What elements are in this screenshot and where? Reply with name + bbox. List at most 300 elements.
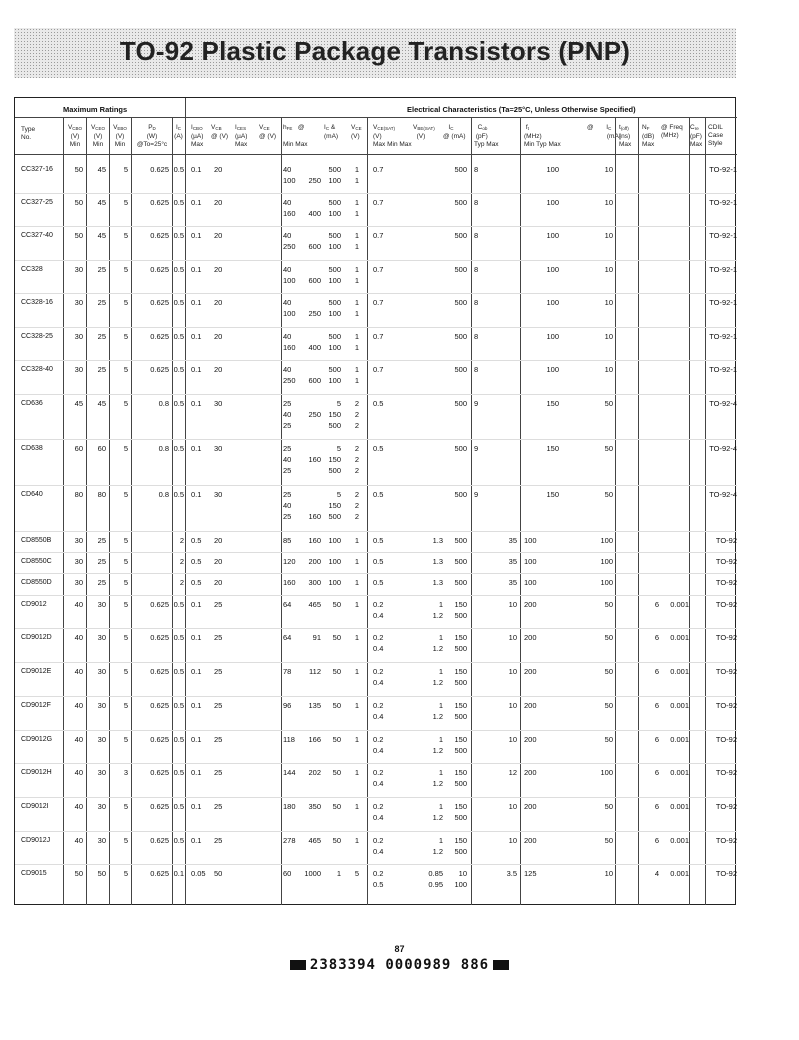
header-ic: $I_C$ (A) bbox=[174, 124, 183, 140]
cell-hfe-max: 1000 bbox=[304, 869, 321, 878]
cell-vbesat: 1 1.2 bbox=[432, 768, 443, 788]
col-sep bbox=[638, 118, 639, 905]
cell-hfe-min: 25 40 25 bbox=[283, 444, 292, 475]
cell-hfe-max: 465 bbox=[308, 836, 321, 845]
cell-icbo: 0.1 bbox=[191, 633, 202, 642]
cell-ic4: 10 bbox=[604, 165, 613, 174]
cell-icbo: 0.1 bbox=[191, 298, 202, 307]
cell-vce2: 1 bbox=[354, 600, 359, 609]
cell-vce2: 1 bbox=[354, 633, 359, 642]
cell-freq: 0.001 bbox=[670, 600, 689, 609]
cell-cob-max: 10 bbox=[508, 701, 517, 710]
cell-hfe-min: 78 bbox=[283, 667, 292, 676]
header-ic3: $I_C$ @ (mA) bbox=[443, 124, 466, 140]
cell-vcesat: 0.5 bbox=[373, 490, 384, 499]
cell-vcb: 25 bbox=[214, 802, 223, 811]
cell-pd: 0.625 bbox=[150, 165, 169, 174]
cell-vceo: 30 bbox=[97, 836, 106, 845]
cell-ic4: 50 bbox=[604, 735, 613, 744]
cell-vcb: 30 bbox=[214, 444, 223, 453]
cell-vce2: 1 bbox=[354, 802, 359, 811]
cell-vcbo: 40 bbox=[74, 633, 83, 642]
cell-hfe-max: 166 bbox=[308, 735, 321, 744]
cell-vce2: 1 1 bbox=[354, 231, 359, 251]
cell-vceo: 30 bbox=[97, 600, 106, 609]
cell-ic2: 100 bbox=[328, 536, 341, 545]
cell-vcb: 30 bbox=[214, 399, 223, 408]
cell-ic4: 10 bbox=[604, 869, 613, 878]
page-number: 87 bbox=[394, 944, 405, 954]
cell-ft-min: 200 bbox=[524, 802, 537, 811]
cell-icbo: 0.1 bbox=[191, 768, 202, 777]
header-ic2: $I_C$ & (mA) bbox=[324, 124, 339, 140]
cell-vcbo: 50 bbox=[74, 869, 83, 878]
cell-case: TO-92 bbox=[715, 667, 737, 676]
cell-freq: 0.001 bbox=[670, 667, 689, 676]
cell-icbo: 0.5 bbox=[191, 578, 202, 587]
cell-vcb: 25 bbox=[214, 600, 223, 609]
cell-ic3: 150 500 bbox=[454, 768, 467, 788]
cell-cob: 8 bbox=[474, 332, 479, 341]
cell-hfe-min: 40 160 bbox=[283, 332, 296, 352]
row-divider bbox=[15, 360, 737, 361]
cell-vceo: 45 bbox=[97, 399, 106, 408]
cell-vebo: 5 bbox=[123, 365, 128, 374]
cell-icbo: 0.05 bbox=[191, 869, 206, 878]
cell-vcesat: 0.2 0.4 bbox=[373, 667, 384, 687]
cell-vcbo: 30 bbox=[74, 265, 83, 274]
cell-cob-max: 10 bbox=[508, 802, 517, 811]
cell-case: TO-92-1 bbox=[709, 298, 737, 307]
row-divider bbox=[15, 763, 737, 764]
cell-vceo: 60 bbox=[97, 444, 106, 453]
cell-ic3: 500 bbox=[454, 298, 467, 307]
cell-vcesat: 0.7 bbox=[373, 265, 384, 274]
cell-icbo: 0.1 bbox=[191, 265, 202, 274]
cell-vcesat: 0.2 0.4 bbox=[373, 701, 384, 721]
cell-nf: 6 bbox=[654, 701, 659, 710]
cell-ft-min: 100 bbox=[524, 536, 537, 545]
cell-vce2: 1 1 bbox=[354, 265, 359, 285]
cell-vcb: 50 bbox=[214, 869, 223, 878]
cell-ic3: 500 bbox=[454, 265, 467, 274]
cell-ic: 0.5 bbox=[173, 365, 184, 374]
cell-type: CD9015 bbox=[21, 870, 47, 877]
cell-vceo: 30 bbox=[97, 735, 106, 744]
cell-hfe-max: 600 bbox=[308, 376, 321, 385]
cell-hfe-min: 25 40 25 bbox=[283, 399, 292, 430]
cell-ic4: 50 bbox=[604, 633, 613, 642]
cell-hfe-max: 600 bbox=[308, 276, 321, 285]
header-cre: $C_{re}$ (pF) Max bbox=[690, 124, 703, 148]
cell-ft-typ: 100 bbox=[546, 332, 559, 341]
cell-vceo: 25 bbox=[97, 265, 106, 274]
cell-ft-typ: 100 bbox=[546, 365, 559, 374]
cell-type: CC328-16 bbox=[21, 299, 53, 306]
cell-nf: 4 bbox=[654, 869, 659, 878]
header-vcbo: $V_{CBO}$ (V) Min bbox=[67, 124, 83, 148]
cell-vce2: 1 1 bbox=[354, 332, 359, 352]
cell-ic: 0.5 bbox=[173, 768, 184, 777]
cell-pd: 0.625 bbox=[150, 332, 169, 341]
cell-nf: 6 bbox=[654, 768, 659, 777]
cell-vce2: 2 2 2 bbox=[354, 399, 359, 430]
cell-ic3: 500 bbox=[454, 444, 467, 453]
cell-type: CC328-25 bbox=[21, 333, 53, 340]
cell-ic2: 50 bbox=[332, 633, 341, 642]
cell-hfe-max: 200 bbox=[308, 557, 321, 566]
col-sep bbox=[185, 98, 186, 905]
cell-ic4: 10 bbox=[604, 332, 613, 341]
cell-cob-max: 10 bbox=[508, 633, 517, 642]
cell-ft-typ: 150 bbox=[546, 444, 559, 453]
header-ices: $I_{CES}$ (µA) Max bbox=[235, 124, 248, 148]
cell-vcb: 25 bbox=[214, 768, 223, 777]
cell-vceo: 25 bbox=[97, 332, 106, 341]
cell-type: CD638 bbox=[21, 445, 43, 452]
cell-ic2: 50 bbox=[332, 768, 341, 777]
cell-pd: 0.625 bbox=[150, 265, 169, 274]
cell-icbo: 0.5 bbox=[191, 536, 202, 545]
cell-case: TO-92-4 bbox=[709, 444, 737, 453]
header-divider bbox=[15, 154, 737, 155]
cell-vcb: 25 bbox=[214, 701, 223, 710]
cell-vcbo: 30 bbox=[74, 365, 83, 374]
header-vce1: $V_{CE}$ @ (V) bbox=[259, 124, 277, 140]
cell-hfe-min: 144 bbox=[283, 768, 296, 777]
cell-vebo: 5 bbox=[123, 869, 128, 878]
cell-freq: 0.001 bbox=[670, 802, 689, 811]
row-divider bbox=[15, 662, 737, 663]
cell-ic3: 10 100 bbox=[454, 869, 467, 889]
cell-vebo: 5 bbox=[123, 600, 128, 609]
cell-vbesat: 1 1.2 bbox=[432, 633, 443, 653]
cell-ic4: 50 bbox=[604, 836, 613, 845]
cell-ic: 0.5 bbox=[173, 444, 184, 453]
cell-pd: 0.625 bbox=[150, 802, 169, 811]
cell-type: CD8550B bbox=[21, 537, 52, 544]
cell-case: TO-92 bbox=[715, 600, 737, 609]
cell-vebo: 5 bbox=[123, 198, 128, 207]
cell-vcbo: 80 bbox=[74, 490, 83, 499]
header-case: CDIL Case Style bbox=[708, 124, 724, 147]
cell-ic: 0.5 bbox=[173, 198, 184, 207]
cell-vceo: 45 bbox=[97, 198, 106, 207]
cell-vcb: 20 bbox=[214, 332, 223, 341]
cell-case: TO-92 bbox=[715, 557, 737, 566]
cell-vcb: 25 bbox=[214, 735, 223, 744]
cell-vebo: 5 bbox=[123, 265, 128, 274]
cell-type: CC327-16 bbox=[21, 166, 53, 173]
cell-vcesat: 0.5 bbox=[373, 536, 384, 545]
cell-type: CD9012J bbox=[21, 837, 51, 844]
cell-vce2: 1 bbox=[354, 768, 359, 777]
row-divider bbox=[15, 439, 737, 440]
cell-vcb: 25 bbox=[214, 667, 223, 676]
cell-vce2: 1 1 bbox=[354, 198, 359, 218]
cell-vcesat: 0.7 bbox=[373, 165, 384, 174]
cell-ft-min: 200 bbox=[524, 600, 537, 609]
cell-case: TO-92 bbox=[715, 735, 737, 744]
cell-vcbo: 30 bbox=[74, 557, 83, 566]
cell-ft-typ: 100 bbox=[546, 165, 559, 174]
header-pd: $P_D$ (W) @To=25°c bbox=[136, 124, 168, 148]
cell-icbo: 0.5 bbox=[191, 557, 202, 566]
cell-cob: 9 bbox=[474, 490, 479, 499]
cell-ic4: 100 bbox=[600, 768, 613, 777]
cell-ic3: 500 bbox=[454, 490, 467, 499]
cell-vebo: 5 bbox=[123, 490, 128, 499]
cell-vebo: 5 bbox=[123, 536, 128, 545]
cell-hfe-max: 160 bbox=[308, 512, 321, 521]
cell-pd: 0.625 bbox=[150, 633, 169, 642]
cell-type: CD9012E bbox=[21, 668, 52, 675]
cell-hfe-min: 40 160 bbox=[283, 198, 296, 218]
cell-ic2: 50 bbox=[332, 836, 341, 845]
cell-ic3: 150 500 bbox=[454, 735, 467, 755]
cell-ic2: 1 bbox=[336, 869, 341, 878]
cell-hfe-max: 202 bbox=[308, 768, 321, 777]
cell-ic2: 50 bbox=[332, 667, 341, 676]
cell-vcbo: 30 bbox=[74, 298, 83, 307]
row-divider bbox=[15, 226, 737, 227]
cell-case: TO-92 bbox=[715, 768, 737, 777]
cell-case: TO-92 bbox=[715, 802, 737, 811]
section-electrical: Electrical Characteristics (Ta=25°C, Unless Otherwise Specified) bbox=[407, 105, 636, 114]
cell-vcb: 20 bbox=[214, 557, 223, 566]
cell-ic2: 500 100 bbox=[328, 298, 341, 318]
cell-pd: 0.8 bbox=[158, 444, 169, 453]
cell-ic4: 50 bbox=[604, 399, 613, 408]
cell-hfe-max: 250 bbox=[308, 176, 321, 185]
header-vcb: $V_{CB}$ @ (V) bbox=[211, 124, 229, 140]
cell-vebo: 5 bbox=[123, 557, 128, 566]
cell-vcbo: 50 bbox=[74, 231, 83, 240]
cell-ft-min: 200 bbox=[524, 768, 537, 777]
cell-icbo: 0.1 bbox=[191, 802, 202, 811]
cell-vbesat: 0.85 0.95 bbox=[428, 869, 443, 889]
cell-freq: 0.001 bbox=[670, 633, 689, 642]
cell-ic2: 500 100 bbox=[328, 231, 341, 251]
cell-ic4: 50 bbox=[604, 600, 613, 609]
row-divider bbox=[15, 552, 737, 553]
cell-ic3: 500 bbox=[454, 557, 467, 566]
cell-ic: 0.5 bbox=[173, 836, 184, 845]
cell-vbesat: 1.3 bbox=[432, 557, 443, 566]
cell-vcbo: 40 bbox=[74, 768, 83, 777]
cell-icbo: 0.1 bbox=[191, 490, 202, 499]
cell-icbo: 0.1 bbox=[191, 399, 202, 408]
cell-vcb: 20 bbox=[214, 165, 223, 174]
cell-icbo: 0.1 bbox=[191, 198, 202, 207]
cell-ic: 0.5 bbox=[173, 600, 184, 609]
cell-ft-min: 200 bbox=[524, 836, 537, 845]
cell-ic: 0.5 bbox=[173, 633, 184, 642]
cell-ic3: 150 500 bbox=[454, 836, 467, 856]
cell-ft-typ: 100 bbox=[546, 265, 559, 274]
cell-ft-typ: 100 bbox=[546, 298, 559, 307]
cell-vce2: 1 1 bbox=[354, 298, 359, 318]
cell-pd: 0.625 bbox=[150, 667, 169, 676]
row-divider bbox=[15, 327, 737, 328]
cell-type: CD8550D bbox=[21, 579, 52, 586]
cell-type: CD9012F bbox=[21, 702, 51, 709]
cell-pd: 0.625 bbox=[150, 231, 169, 240]
col-sep bbox=[471, 118, 472, 905]
cell-nf: 6 bbox=[654, 633, 659, 642]
cell-pd: 0.625 bbox=[150, 365, 169, 374]
cell-cob-max: 35 bbox=[508, 536, 517, 545]
cell-vbesat: 1 1.2 bbox=[432, 802, 443, 822]
cell-ic: 0.5 bbox=[173, 667, 184, 676]
header-toff: $t_{(off)}$ (ns) Max bbox=[619, 124, 632, 148]
cell-hfe-min: 40 100 bbox=[283, 298, 296, 318]
col-sep bbox=[367, 118, 368, 905]
cell-vceo: 30 bbox=[97, 633, 106, 642]
barcode-text: 2383394 0000989 886 bbox=[309, 956, 490, 973]
cell-type: CD636 bbox=[21, 400, 43, 407]
cell-icbo: 0.1 bbox=[191, 332, 202, 341]
cell-case: TO-92 bbox=[715, 836, 737, 845]
cell-type: CC328 bbox=[21, 266, 43, 273]
cell-vebo: 5 bbox=[123, 578, 128, 587]
section-divider bbox=[15, 117, 737, 118]
header-nf: $N_F$ (dB) Max bbox=[642, 124, 655, 148]
cell-ic2: 100 bbox=[328, 557, 341, 566]
cell-vcb: 30 bbox=[214, 490, 223, 499]
cell-icbo: 0.1 bbox=[191, 701, 202, 710]
row-divider bbox=[15, 797, 737, 798]
cell-ft-min: 200 bbox=[524, 667, 537, 676]
cell-ic4: 50 bbox=[604, 444, 613, 453]
cell-type: CC327-40 bbox=[21, 232, 53, 239]
cell-hfe-min: 278 bbox=[283, 836, 296, 845]
cell-vcesat: 0.2 0.4 bbox=[373, 633, 384, 653]
cell-vcbo: 40 bbox=[74, 600, 83, 609]
cell-ft-min: 125 bbox=[524, 869, 537, 878]
cell-vcb: 20 bbox=[214, 231, 223, 240]
row-divider bbox=[15, 260, 737, 261]
cell-ic: 0.5 bbox=[173, 399, 184, 408]
cell-cob: 9 bbox=[474, 444, 479, 453]
cell-vce2: 1 bbox=[354, 557, 359, 566]
cell-vceo: 30 bbox=[97, 802, 106, 811]
cell-hfe-min: 180 bbox=[283, 802, 296, 811]
cell-cob-max: 10 bbox=[508, 667, 517, 676]
cell-vcbo: 60 bbox=[74, 444, 83, 453]
spec-table bbox=[14, 97, 736, 905]
cell-ft-min: 200 bbox=[524, 735, 537, 744]
cell-vebo: 5 bbox=[123, 802, 128, 811]
cell-hfe-min: 85 bbox=[283, 536, 292, 545]
cell-cob-max: 3.5 bbox=[506, 869, 517, 878]
cell-vcbo: 30 bbox=[74, 332, 83, 341]
cell-hfe-min: 25 40 25 bbox=[283, 490, 292, 521]
cell-vebo: 5 bbox=[123, 667, 128, 676]
page-title: TO-92 Plastic Package Transistors (PNP) bbox=[119, 36, 631, 66]
row-divider bbox=[15, 831, 737, 832]
cell-ic: 2 bbox=[179, 557, 184, 566]
cell-ft-min: 100 bbox=[524, 578, 537, 587]
cell-ic3: 500 bbox=[454, 231, 467, 240]
cell-hfe-min: 40 100 bbox=[283, 165, 296, 185]
cell-cob: 9 bbox=[474, 399, 479, 408]
cell-pd: 0.625 bbox=[150, 735, 169, 744]
cell-vcbo: 45 bbox=[74, 399, 83, 408]
cell-hfe-max: 350 bbox=[308, 802, 321, 811]
cell-type: CD9012 bbox=[21, 601, 47, 608]
cell-vcesat: 0.7 bbox=[373, 298, 384, 307]
cell-vcesat: 0.7 bbox=[373, 198, 384, 207]
header-icbo: $I_{CBO}$ (µA) Max bbox=[191, 124, 204, 148]
cell-case: TO-92 bbox=[715, 633, 737, 642]
cell-case: TO-92-1 bbox=[709, 165, 737, 174]
cell-vbesat: 1 1.2 bbox=[432, 667, 443, 687]
cell-ic3: 500 bbox=[454, 365, 467, 374]
cell-ic2: 50 bbox=[332, 735, 341, 744]
cell-vcb: 20 bbox=[214, 536, 223, 545]
cell-vceo: 30 bbox=[97, 701, 106, 710]
cell-hfe-min: 60 bbox=[283, 869, 292, 878]
cell-vcb: 20 bbox=[214, 578, 223, 587]
cell-ic2: 5 150 500 bbox=[328, 444, 341, 475]
cell-vceo: 45 bbox=[97, 165, 106, 174]
row-divider bbox=[15, 531, 737, 532]
header-vcesat: $V_{CE(SAT)}$ (V) Max Min Max bbox=[373, 124, 412, 148]
cell-ic2: 50 bbox=[332, 802, 341, 811]
cell-hfe-min: 64 bbox=[283, 600, 292, 609]
cell-vcesat: 0.2 0.4 bbox=[373, 836, 384, 856]
cell-case: TO-92-4 bbox=[709, 399, 737, 408]
cell-freq: 0.001 bbox=[670, 701, 689, 710]
cell-vebo: 5 bbox=[123, 231, 128, 240]
cell-type: CD9012I bbox=[21, 803, 49, 810]
row-divider bbox=[15, 394, 737, 395]
cell-pd: 0.8 bbox=[158, 399, 169, 408]
cell-ic3: 500 bbox=[454, 165, 467, 174]
cell-ic4: 100 bbox=[600, 578, 613, 587]
cell-vebo: 5 bbox=[123, 298, 128, 307]
cell-cob-max: 12 bbox=[508, 768, 517, 777]
cell-ic4: 50 bbox=[604, 701, 613, 710]
row-divider bbox=[15, 573, 737, 574]
cell-ic4: 10 bbox=[604, 365, 613, 374]
cell-ic4: 50 bbox=[604, 490, 613, 499]
cell-cob-max: 10 bbox=[508, 735, 517, 744]
cell-ic: 0.5 bbox=[173, 231, 184, 240]
cell-hfe-min: 40 250 bbox=[283, 365, 296, 385]
cell-ic3: 150 500 bbox=[454, 802, 467, 822]
cell-ft-typ: 100 bbox=[546, 231, 559, 240]
cell-ic: 0.5 bbox=[173, 265, 184, 274]
cell-vce2: 1 bbox=[354, 667, 359, 676]
cell-vcesat: 0.5 bbox=[373, 578, 384, 587]
cell-vcb: 20 bbox=[214, 198, 223, 207]
cell-pd: 0.625 bbox=[150, 198, 169, 207]
cell-freq: 0.001 bbox=[670, 836, 689, 845]
cell-vceo: 25 bbox=[97, 298, 106, 307]
cell-ic3: 500 bbox=[454, 578, 467, 587]
cell-vebo: 5 bbox=[123, 332, 128, 341]
cell-vceo: 50 bbox=[97, 869, 106, 878]
cell-icbo: 0.1 bbox=[191, 735, 202, 744]
cell-vce2: 1 1 bbox=[354, 365, 359, 385]
cell-cob: 8 bbox=[474, 298, 479, 307]
cell-case: TO-92-1 bbox=[709, 231, 737, 240]
cell-ic: 0.5 bbox=[173, 735, 184, 744]
cell-case: TO-92 bbox=[715, 536, 737, 545]
row-divider bbox=[15, 730, 737, 731]
